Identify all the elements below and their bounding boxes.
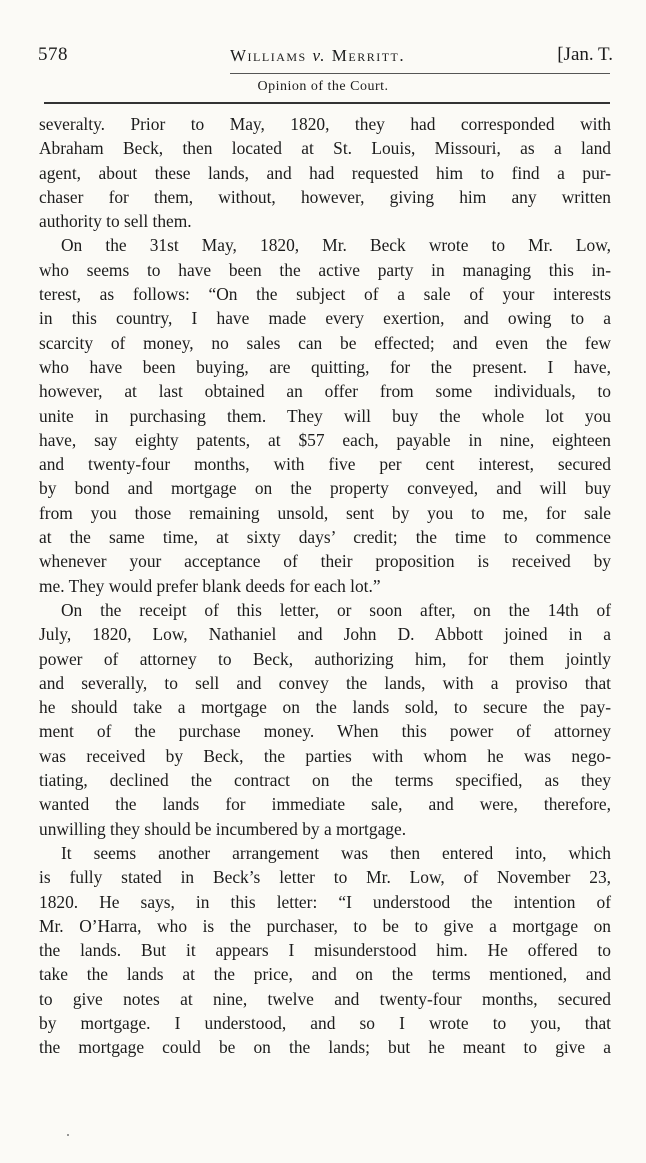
text-line: 1820. He says, in this letter: “I understood the intention of	[39, 891, 611, 912]
text-line: Abraham Beck, then located at St. Louis, Missouri, as a land	[39, 138, 611, 159]
text-line: July, 1820, Low, Nathaniel and John D. Abbott joined in a	[39, 624, 611, 645]
text-line: terest, as follows: “On the subject of a sale of your interests	[39, 284, 611, 305]
page-number: 578	[38, 44, 68, 65]
body-text	[39, 112, 611, 1060]
text-line: wanted the lands for immediate sale, and were, therefore,	[39, 794, 611, 815]
text-line: by mortgage. I understood, and so I wrote to you, that	[39, 1012, 611, 1033]
section-heading: Opinion of the Court.	[257, 79, 389, 94]
text-line: however, at last obtained an offer from some individuals, to	[39, 381, 611, 402]
section-rule	[44, 102, 610, 104]
text-line: and twenty-four months, with five per cent interest, secured	[39, 454, 611, 475]
header-rule	[230, 73, 610, 74]
text-line: On the receipt of this letter, or soon after, on the 14th of	[61, 599, 611, 620]
text-line: at the same time, at sixty days’ credit; the time to commence	[39, 527, 611, 548]
text-line: from you those remaining unsold, sent by you to me, for sale	[39, 502, 611, 523]
text-line: have, say eighty patents, at $57 each, payable in nine, eighteen	[39, 429, 611, 450]
text-line: me. They would prefer blank deeds for each lot.”	[39, 575, 381, 596]
text-line: the lands. But it appears I misunderstood him. He offered to	[39, 940, 611, 961]
text-line: chaser for them, without, however, giving him any written	[39, 186, 611, 207]
term-label: [Jan. T.	[557, 44, 613, 65]
case-name-plaintiff: Williams	[230, 46, 307, 65]
case-versus: v.	[312, 46, 327, 65]
text-line: unwilling they should be incumbered by a mortgage.	[39, 818, 407, 839]
text-line: to give notes at nine, twelve and twenty-four months, secured	[39, 988, 611, 1009]
text-line: authority to sell them.	[39, 211, 192, 232]
text-line: by bond and mortgage on the property conveyed, and will buy	[39, 478, 611, 499]
paper-speck	[67, 1134, 69, 1136]
text-line: was received by Beck, the parties with whom he was nego-	[39, 745, 611, 766]
case-name-defendant: Merritt.	[331, 46, 406, 65]
text-line: power of attorney to Beck, authorizing him, for them jointly	[39, 648, 611, 669]
text-line: take the lands at the price, and on the terms mentioned, and	[39, 964, 611, 985]
text-line: the mortgage could be on the lands; but he meant to give a	[39, 1037, 611, 1058]
text-line: he should take a mortgage on the lands sold, to secure the pay-	[39, 697, 611, 718]
text-line: agent, about these lands, and had requested him to find a pur-	[39, 162, 611, 183]
text-line: who seems to have been the active party in managing this in-	[39, 259, 611, 280]
text-line: On the 31st May, 1820, Mr. Beck wrote to Mr. Low,	[61, 235, 611, 256]
text-line: is fully stated in Beck’s letter to Mr. Low, of November 23,	[39, 867, 611, 888]
text-line: It seems another arrangement was then entered into, which	[61, 842, 611, 863]
text-line: ment of the purchase money. When this power of attorney	[39, 721, 611, 742]
running-head	[38, 44, 613, 74]
text-line: who have been buying, are quitting, for the present. I have,	[39, 356, 611, 377]
text-line: unite in purchasing them. They will buy the whole lot you	[39, 405, 611, 426]
text-line: and severally, to sell and convey the lands, with a proviso that	[39, 672, 611, 693]
text-line: tiating, declined the contract on the terms specified, as they	[39, 770, 611, 791]
case-title	[230, 46, 405, 66]
text-line: severalty. Prior to May, 1820, they had corresponded with	[39, 114, 611, 134]
text-line: in this country, I have made every exertion, and owing to a	[39, 308, 611, 329]
text-line: whenever your acceptance of their proposition is received by	[39, 551, 611, 572]
text-line: scarcity of money, no sales can be effected; and even the few	[39, 332, 611, 353]
text-line: Mr. O’Harra, who is the purchaser, to be to give a mortgage on	[39, 915, 611, 936]
